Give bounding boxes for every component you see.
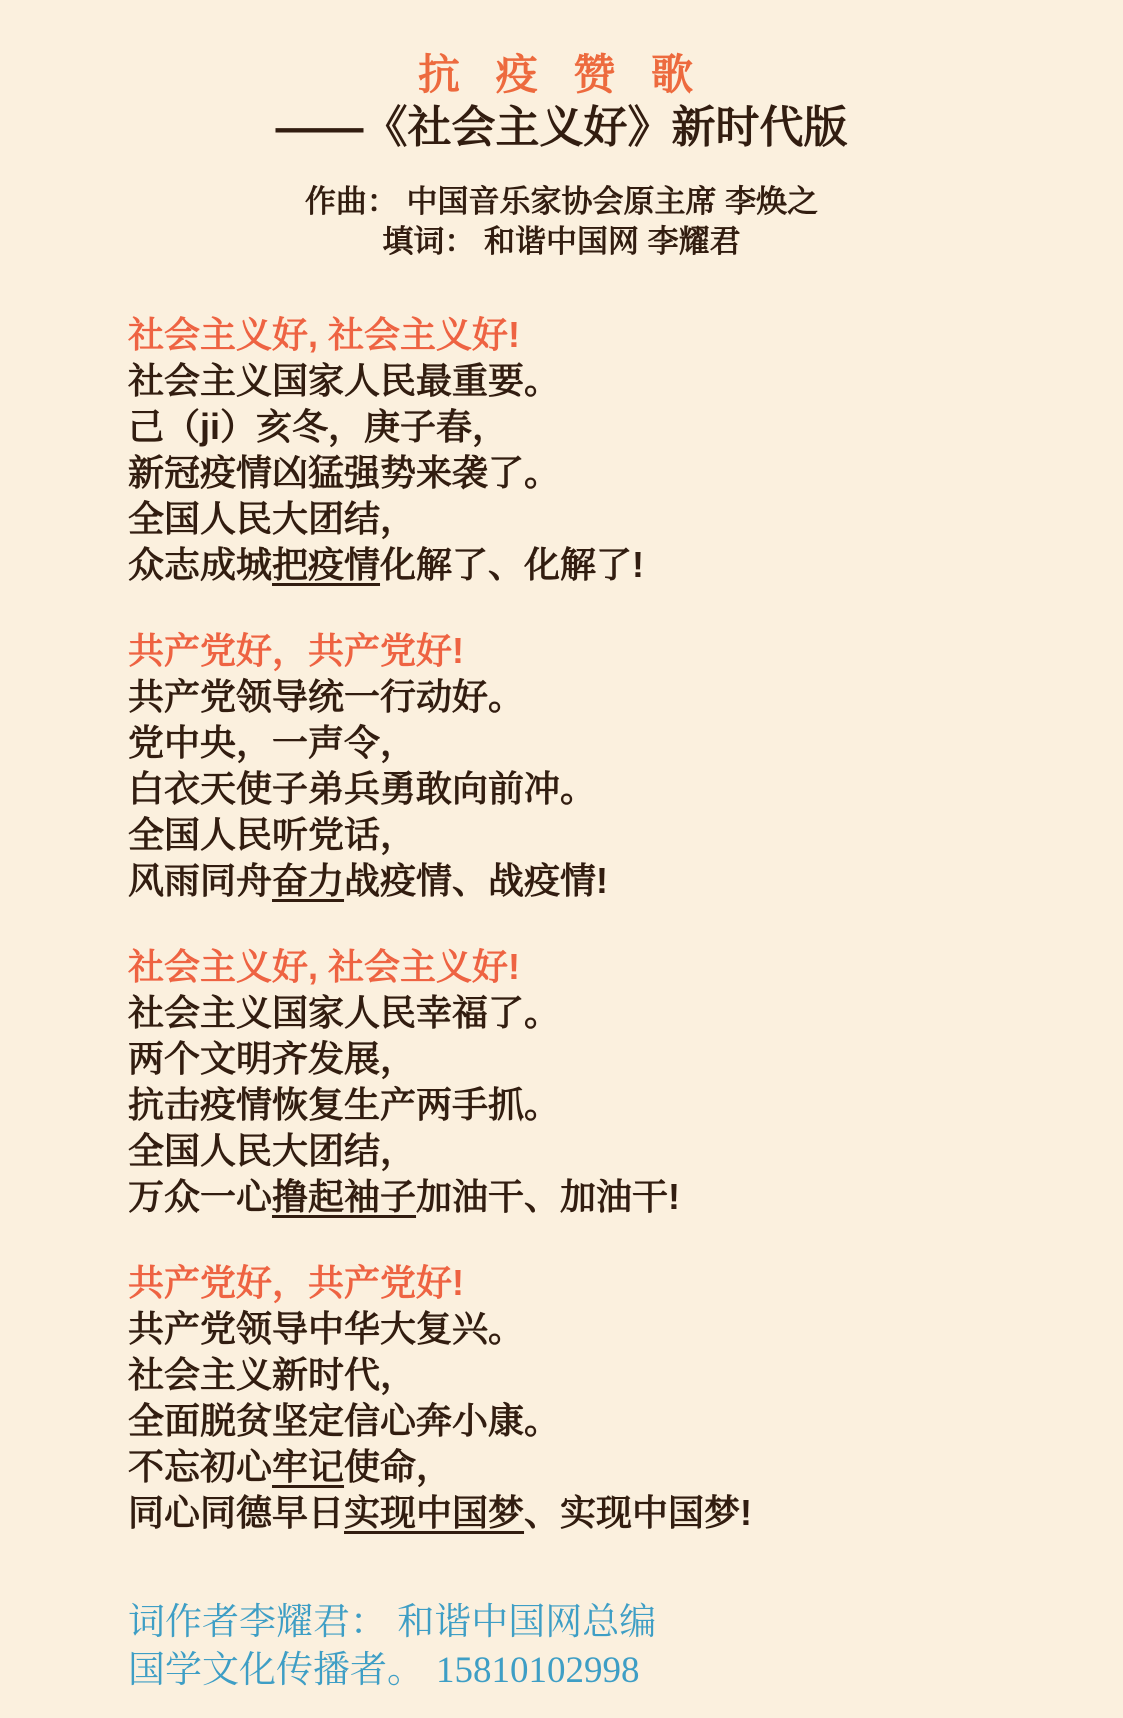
stanza-4 xyxy=(128,1260,1123,1536)
page-subtitle: ——《社会主义好》新时代版 xyxy=(275,103,848,152)
footer-author-line: 词作者李耀君： 和谐中国网总编 xyxy=(128,1601,657,1642)
lyric-text: 新冠疫情凶猛强势来袭了。 xyxy=(128,452,561,493)
composer-credit: 作曲： 中国音乐家协会原主席 李焕之 xyxy=(304,184,819,219)
lyric-text: 加油干、加油干! xyxy=(416,1176,681,1217)
footer-contact-line xyxy=(128,1646,1123,1695)
title-block xyxy=(0,50,1123,154)
lyric-text: 化解了、化解了! xyxy=(380,544,645,585)
underlined-phrase: 撸起袖子 xyxy=(272,1176,417,1217)
lyric-text: 战疫情、战疫情! xyxy=(344,860,609,901)
lyric-text: 同心同德早日 xyxy=(128,1492,345,1533)
footer-block xyxy=(128,1598,1123,1695)
stanza-3 xyxy=(128,944,1123,1220)
lyric-text: 使命， xyxy=(344,1446,453,1487)
lyric-text: 全国人民大团结， xyxy=(128,1130,417,1171)
lyric-text: 、实现中国梦! xyxy=(524,1492,753,1533)
lyric-line xyxy=(128,1036,1123,1082)
underlined-phrase: 把疫情 xyxy=(272,544,381,585)
lyric-line xyxy=(128,404,1123,450)
lyric-text: 两个文明齐发展， xyxy=(128,1038,417,1079)
lyric-text: 党中央，一声令， xyxy=(128,722,417,763)
lyric-line xyxy=(128,720,1123,766)
lyrics-body xyxy=(128,312,1123,1536)
lyric-text: 社会主义国家人民幸福了。 xyxy=(128,992,561,1033)
underlined-phrase: 奋力 xyxy=(272,860,345,901)
lyricist-credit: 填词： 和谐中国网 李耀君 xyxy=(382,224,741,259)
lyric-line xyxy=(128,358,1123,404)
lyric-text: 不忘初心 xyxy=(128,1446,273,1487)
lyric-text: 风雨同舟 xyxy=(128,860,273,901)
stanza-header: 共产党好，共产党好! xyxy=(128,630,464,671)
lyric-line xyxy=(128,1174,1123,1220)
stanza-1 xyxy=(128,312,1123,588)
lyric-line xyxy=(128,496,1123,542)
lyric-line xyxy=(128,766,1123,812)
lyric-line xyxy=(128,1398,1123,1444)
credits-block xyxy=(0,182,1123,262)
stanza-header: 社会主义好, 社会主义好! xyxy=(128,314,520,355)
lyric-line xyxy=(128,1444,1123,1490)
lyric-line xyxy=(128,1082,1123,1128)
lyric-text: 共产党领导统一行动好。 xyxy=(128,676,525,717)
lyric-line xyxy=(128,1128,1123,1174)
lyric-line xyxy=(128,450,1123,496)
lyric-text: 社会主义新时代， xyxy=(128,1354,417,1395)
lyric-text: 全面脱贫坚定信心奔小康。 xyxy=(128,1400,561,1441)
lyric-text: 众志成城 xyxy=(128,544,273,585)
lyric-text: 己（ji）亥冬，庚子春， xyxy=(128,406,509,447)
lyric-line xyxy=(128,1490,1123,1536)
lyric-text: 共产党领导中华大复兴。 xyxy=(128,1308,525,1349)
stanza-2 xyxy=(128,628,1123,904)
lyric-line xyxy=(128,1306,1123,1352)
lyric-text: 社会主义国家人民最重要。 xyxy=(128,360,561,401)
lyric-text: 全国人民听党话， xyxy=(128,814,417,855)
footer-phone-number: 15810102998 xyxy=(436,1650,640,1691)
page-title: 抗 疫 赞 歌 xyxy=(417,51,705,98)
lyric-text: 白衣天使子弟兵勇敢向前冲。 xyxy=(128,768,597,809)
lyric-line xyxy=(128,1352,1123,1398)
lyric-text: 全国人民大团结， xyxy=(128,498,417,539)
lyric-line xyxy=(128,858,1123,904)
underlined-phrase: 实现中国梦 xyxy=(344,1492,525,1533)
lyric-text: 抗击疫情恢复生产两手抓。 xyxy=(128,1084,561,1125)
footer-contact-text: 国学文化传播者。 xyxy=(128,1649,424,1690)
underlined-phrase: 牢记 xyxy=(272,1446,345,1487)
lyric-line xyxy=(128,990,1123,1036)
lyric-line xyxy=(128,812,1123,858)
stanza-header: 共产党好，共产党好! xyxy=(128,1262,464,1303)
lyric-line xyxy=(128,674,1123,720)
stanza-header: 社会主义好, 社会主义好! xyxy=(128,946,520,987)
lyric-line xyxy=(128,542,1123,588)
lyric-text: 万众一心 xyxy=(128,1176,273,1217)
